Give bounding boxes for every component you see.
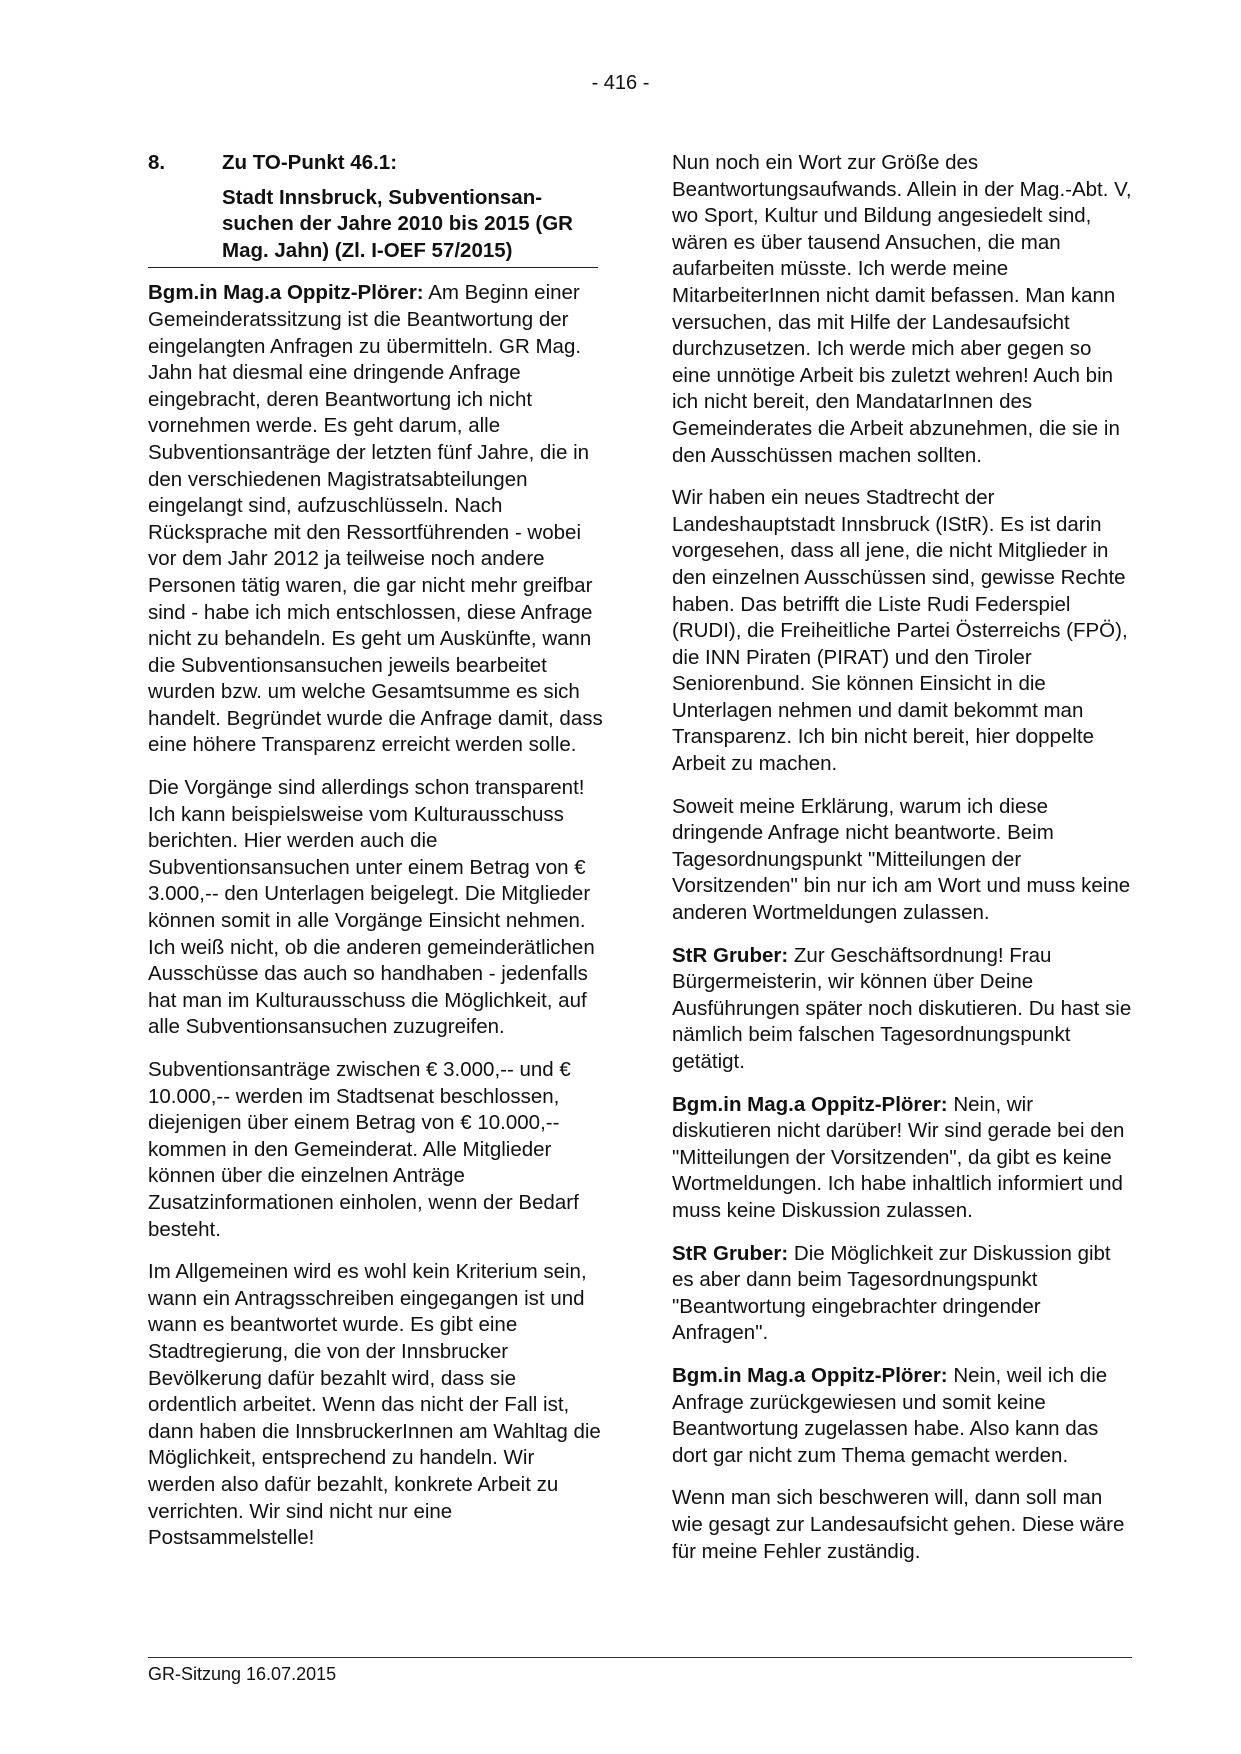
paragraph-3: Subventionsanträge zwischen € 3.000,-- und € 10.000,-- werden im Stadtsenat beschlossen, diejenigen über einem Betrag von € 10.000,-- kommen in den Gemeinderat. Alle Mitglieder können über die einzelnen Anträge Zusatzinformationen einholen, wenn der Bedarf besteht. bbox=[148, 1058, 579, 1241]
heading-divider bbox=[148, 267, 598, 268]
paragraph-6: Wir haben ein neues Stadtrecht der Landeshauptstadt Innsbruck (IStR). Es ist darin vorgesehen, dass all jene, die nicht Mitglieder in den einzelnen Ausschüssen sind, gewisse Rechte haben. Das betrifft die Liste Rudi Federspiel (RUDI), die Freiheitliche Partei Österreichs (FPÖ), die INN Piraten (PIRAT) und den Tiroler Seniorenbund. Sie können Einsicht in die Unterlagen nehmen und damit bekommt man Transparenz. Ich bin nicht bereit, hier doppelte Arbeit zu machen. bbox=[672, 486, 1128, 776]
paragraph-mayor-1 bbox=[148, 280, 606, 759]
agenda-subtitle: Stadt Innsbruck, Subventionsan-suchen der Jahre 2010 bis 2015 (GR Mag. Jahn) (Zl. I-OEF 57/2015) bbox=[222, 185, 573, 262]
paragraph-gruber-1 bbox=[672, 943, 1132, 1076]
paragraph-7: Soweit meine Erklärung, warum ich diese dringende Anfrage nicht beantworte. Beim Tagesordnungspunkt "Mitteilungen der Vorsitzenden" bin nur ich am Wort und muss keine anderen Wortmeldungen zulassen. bbox=[672, 794, 1131, 925]
paragraph-4: Im Allgemeinen wird es wohl kein Kriterium sein, wann ein Antragsschreiben eingegangen ist und wann es beantwortet wurde. Es gibt eine Stadtregierung, die von der Innsbrucker Bevölkerung dafür bezahlt wird, dass sie ordentlich arbeitet. Wenn das nicht der Fall ist, dann haben die InnsbruckerInnen am Wahltag die Möglichkeit, entsprechend zu handeln. Wir werden also dafür bezahlt, konkrete Arbeit zu verrichten. Wir sind nicht nur eine Postsammelstelle! bbox=[148, 1260, 601, 1550]
paragraph-2: Die Vorgänge sind allerdings schon transparent! Ich kann beispielsweise vom Kulturausschuss berichten. Hier werden auch die Subventionsansuchen unter einem Betrag von € 3.000,-- den Unterlagen beigelegt. Die Mitglieder können somit in alle Vorgänge Einsicht nehmen. Ich weiß nicht, ob die anderen gemeinderätlichen Ausschüsse das auch so handhaben - jedenfalls hat man im Kulturausschuss die Möglichkeit, auf alle Subventionsansuchen zuzugreifen. bbox=[148, 776, 595, 1039]
paragraph-gruber-2 bbox=[672, 1241, 1132, 1347]
paragraph-mayor-3 bbox=[672, 1363, 1132, 1469]
paragraph-text: Die Möglichkeit zur Diskussion gibt es aber dann beim Tagesordnungspunkt "Beantwortung eingebrachter dringender Anfragen". bbox=[672, 1241, 1111, 1345]
paragraph-8: Wenn man sich beschweren will, dann soll man wie gesagt zur Landesaufsicht gehen. Diese wäre für meine Fehler zuständig. bbox=[672, 1486, 1125, 1563]
paragraph-text: Am Beginn einer Gemeinderatssitzung ist die Beantwortung der eingelangten Anfragen zu übermitteln. GR Mag. Jahn hat diesmal eine dringende Anfrage eingebracht, deren Beantwortung ich nicht vornehmen werde. Es geht darum, alle Subventionsanträge der letzten fünf Jahre, die in den verschiedenen Magistratsabteilungen eingelangt sind, aufzuschlüsseln. Nach Rücksprache mit den Ressortführenden - wobei vor dem Jahr 2012 ja teilweise noch andere Personen tätig waren, die gar nicht mehr greifbar sind - habe ich mich entschlossen, diese Anfrage nicht zu behandeln. Es geht um Auskünfte, wann die Subventionsansuchen jeweils bearbeitet wurden bzw. um welche Gesamtsumme es sich handelt. Begründet wurde die Anfrage damit, dass eine höhere Transparenz erreicht werden solle. bbox=[148, 281, 603, 757]
agenda-number: 8. bbox=[148, 151, 166, 174]
speaker-label: StR Gruber: bbox=[672, 1241, 789, 1265]
footer-divider bbox=[148, 1657, 1132, 1658]
speaker-label: Bgm.in Mag.a Oppitz-Plörer: bbox=[148, 281, 424, 305]
speaker-label: Bgm.in Mag.a Oppitz-Plörer: bbox=[672, 1092, 948, 1116]
left-column bbox=[148, 150, 606, 1568]
paragraph-mayor-2 bbox=[672, 1092, 1132, 1225]
speaker-label: StR Gruber: bbox=[672, 943, 789, 967]
paragraph-text: Nein, wir diskutieren nicht darüber! Wir sind gerade bei den "Mitteilungen der Vorsitzenden", da gibt es keine Wortmeldungen. Ich habe inhaltlich informiert und muss keine Diskussion zulassen. bbox=[672, 1092, 1125, 1222]
speaker-label: Bgm.in Mag.a Oppitz-Plörer: bbox=[672, 1363, 948, 1387]
agenda-heading bbox=[148, 150, 606, 177]
paragraph-text: Nein, weil ich die Anfrage zurückgewiesen und somit keine Beantwortung zugelassen habe. Also kann das dort gar nicht zum Thema gemacht werden. bbox=[672, 1363, 1108, 1467]
right-column bbox=[672, 150, 1132, 1581]
paragraph-5: Nun noch ein Wort zur Größe des Beantwortungsaufwands. Allein in der Mag.-Abt. V, wo Sport, Kultur und Bildung angesiedelt sind, wären es über tausend Ansuchen, die man aufarbeiten müsste. Ich werde meine MitarbeiterInnen nicht damit befassen. Man kann versuchen, das mit Hilfe der Landesaufsicht durchzusetzen. Ich werde mich aber gegen so eine unnötige Arbeit bis zuletzt wehren! Auch bin ich nicht bereit, den MandatarInnen des Gemeinderates die Arbeit abzunehmen, die sie in den Ausschüssen machen sollten. bbox=[672, 151, 1132, 467]
page-number: - 416 - bbox=[591, 72, 650, 94]
paragraph-text: Zur Geschäftsordnung! Frau Bürgermeisterin, wir können über Deine Ausführungen später noch diskutieren. Du hast sie nämlich beim falschen Tagesordnungspunkt getätigt. bbox=[672, 943, 1132, 1073]
agenda-title: Zu TO-Punkt 46.1: bbox=[222, 151, 398, 174]
footer-text: GR-Sitzung 16.07.2015 bbox=[148, 1664, 337, 1684]
